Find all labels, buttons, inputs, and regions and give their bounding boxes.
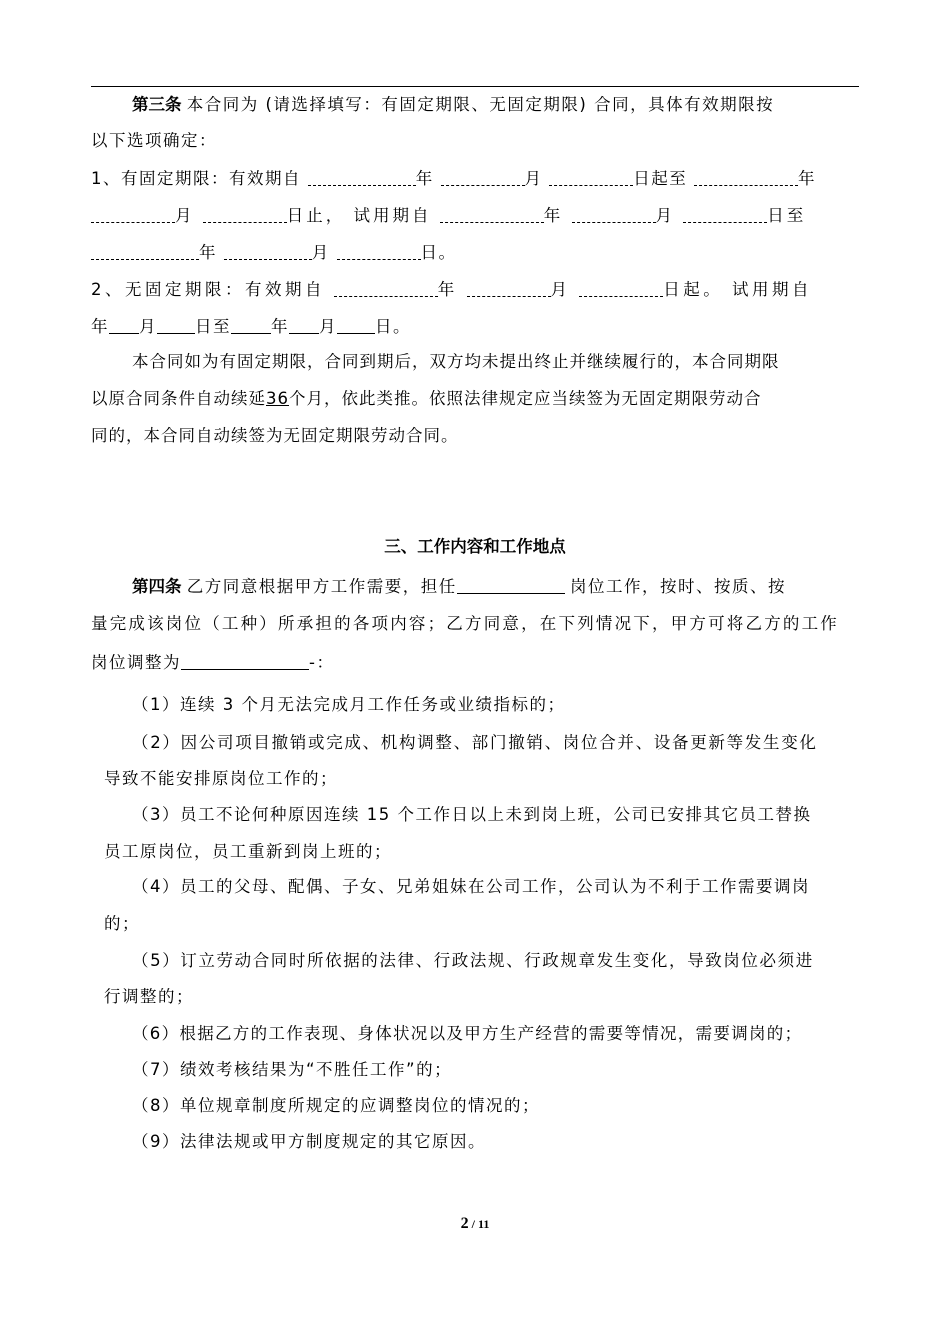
day-end-label: 日。 <box>420 243 457 262</box>
year-label: 年 <box>91 317 109 336</box>
article-3-label: 第三条 <box>132 95 182 114</box>
open-start-month-field[interactable] <box>467 279 551 297</box>
month-label: 月 <box>175 206 195 225</box>
open-term-line-1 <box>91 279 812 300</box>
total-pages: 11 <box>478 1217 490 1231</box>
trial-end-month-field[interactable] <box>224 242 312 260</box>
month-label: 月 <box>524 169 543 188</box>
trial-from-label: 试用期自 <box>353 206 432 225</box>
auto-renew-text: 个月，依此类推。依照法律规定应当续签为无固定期限劳动合 <box>289 389 762 408</box>
adjust-suffix: -： <box>309 653 335 672</box>
open-trial-start-day-field[interactable] <box>157 316 195 334</box>
list-item-cont: 的； <box>104 914 140 933</box>
renew-months-value: 36 <box>266 389 289 408</box>
open-trial-start-month-field[interactable] <box>109 316 139 334</box>
article-4-line-3 <box>91 652 334 673</box>
list-item: （7）绩效考核结果为“不胜任工作”的； <box>132 1060 453 1079</box>
list-item: （1）连续 3 个月无法完成月工作任务或业绩指标的； <box>132 695 566 714</box>
list-item: （8）单位规章制度所规定的应调整岗位的情况的； <box>132 1096 540 1115</box>
fixed-start-month-field[interactable] <box>441 168 525 186</box>
fixed-term-line-1 <box>91 168 816 189</box>
list-item: （2）因公司项目撤销或完成、机构调整、部门撤销、岗位合并、设备更新等发生变化 <box>132 733 818 752</box>
open-start-year-field[interactable] <box>334 279 438 297</box>
page-separator: / <box>468 1217 478 1231</box>
page-number <box>0 1214 950 1234</box>
fixed-end-day-field[interactable] <box>203 205 287 223</box>
list-item-cont: 导致不能安排原岗位工作的； <box>104 769 338 788</box>
list-item: （9）法律法规或甲方制度规定的其它原因。 <box>132 1132 486 1151</box>
trial-start-year-field[interactable] <box>440 205 544 223</box>
trial-start-month-field[interactable] <box>572 205 656 223</box>
open-start-day-field[interactable] <box>579 279 663 297</box>
day-to-label: 日至 <box>767 206 807 225</box>
month-label: 月 <box>655 206 675 225</box>
position-field[interactable] <box>457 576 565 594</box>
header-rule <box>91 86 859 87</box>
year-label: 年 <box>415 169 434 188</box>
section-title: 三、工作内容和工作地点 <box>384 537 566 556</box>
year-label: 年 <box>437 280 458 299</box>
open-term-label: 2、无固定期限：有效期自 <box>91 280 325 299</box>
month-label: 月 <box>550 280 571 299</box>
open-term-line-2 <box>91 316 411 337</box>
trial-from-label: 试用期自 <box>732 280 812 299</box>
list-item-cont: 员工原岗位，员工重新到岗上班的； <box>104 842 392 861</box>
fixed-start-year-field[interactable] <box>308 168 416 186</box>
year-label: 年 <box>271 317 289 336</box>
fixed-end-year-field[interactable] <box>694 168 798 186</box>
article-4-text: 岗位工作，按时、按质、按 <box>570 577 786 596</box>
start-to-label: 日起至 <box>633 169 688 188</box>
article-3-text: 本合同为 (请选择填写：有固定期限、无固定期限) 合同，具体有效期限按 <box>186 95 775 114</box>
auto-renew-text: 以原合同条件自动续延 <box>91 389 266 408</box>
year-label: 年 <box>543 206 564 225</box>
list-item: （5）订立劳动合同时所依据的法律、行政法规、行政规章发生变化，导致岗位必须进 <box>132 951 814 970</box>
auto-renew-line-1: 本合同如为有固定期限，合同到期后，双方均未提出终止并继续履行的，本合同期限 <box>132 352 780 371</box>
adjust-position-field[interactable] <box>181 652 309 670</box>
year-label: 年 <box>199 243 217 262</box>
article-4-line-2: 量完成该岗位（工种）所承担的各项内容；乙方同意，在下列情况下，甲方可将乙方的工作 <box>91 614 839 633</box>
fixed-term-line-3 <box>91 242 457 263</box>
auto-renew-line-3: 同的，本合同自动续签为无固定期限劳动合同。 <box>91 426 459 445</box>
open-trial-end-month-field[interactable] <box>289 316 319 334</box>
article-4-label: 第四条 <box>132 577 182 596</box>
adjust-label: 岗位调整为 <box>91 653 181 672</box>
article-3-line-1 <box>132 95 774 115</box>
list-item: （3）员工不论何种原因连续 15 个工作日以上未到岗上班，公司已安排其它员工替换 <box>132 805 812 824</box>
auto-renew-line-2 <box>91 389 762 409</box>
start-label: 日起。 <box>663 280 724 299</box>
open-trial-end-year-field[interactable] <box>231 316 271 334</box>
article-4-line-1 <box>132 576 786 597</box>
fixed-start-day-field[interactable] <box>549 168 633 186</box>
list-item: （4）员工的父母、配偶、子女、兄弟姐妹在公司工作，公司认为不利于工作需要调岗 <box>132 877 810 896</box>
fixed-end-month-field[interactable] <box>91 205 175 223</box>
fixed-term-label: 1、有固定期限：有效期自 <box>91 169 301 188</box>
trial-end-year-field[interactable] <box>91 242 199 260</box>
month-label: 月 <box>139 317 157 336</box>
list-item: （6）根据乙方的工作表现、身体状况以及甲方生产经营的需要等情况，需要调岗的； <box>132 1024 803 1043</box>
year-label: 年 <box>798 169 816 188</box>
month-label: 月 <box>319 317 337 336</box>
trial-start-day-field[interactable] <box>683 205 767 223</box>
day-to-label: 日至 <box>195 317 231 336</box>
trial-end-day-field[interactable] <box>337 242 421 260</box>
open-trial-end-day-field[interactable] <box>337 316 375 334</box>
list-item-cont: 行调整的； <box>104 987 194 1006</box>
article-4-text: 乙方同意根据甲方工作需要，担任 <box>186 577 457 596</box>
fixed-term-line-2 <box>91 205 806 226</box>
stop-label: 日止， <box>286 206 346 225</box>
current-page: 2 <box>460 1215 469 1232</box>
day-end-label: 日。 <box>375 317 411 336</box>
article-3-line-2: 以下选项确定： <box>91 131 217 150</box>
month-label: 月 <box>311 243 330 262</box>
